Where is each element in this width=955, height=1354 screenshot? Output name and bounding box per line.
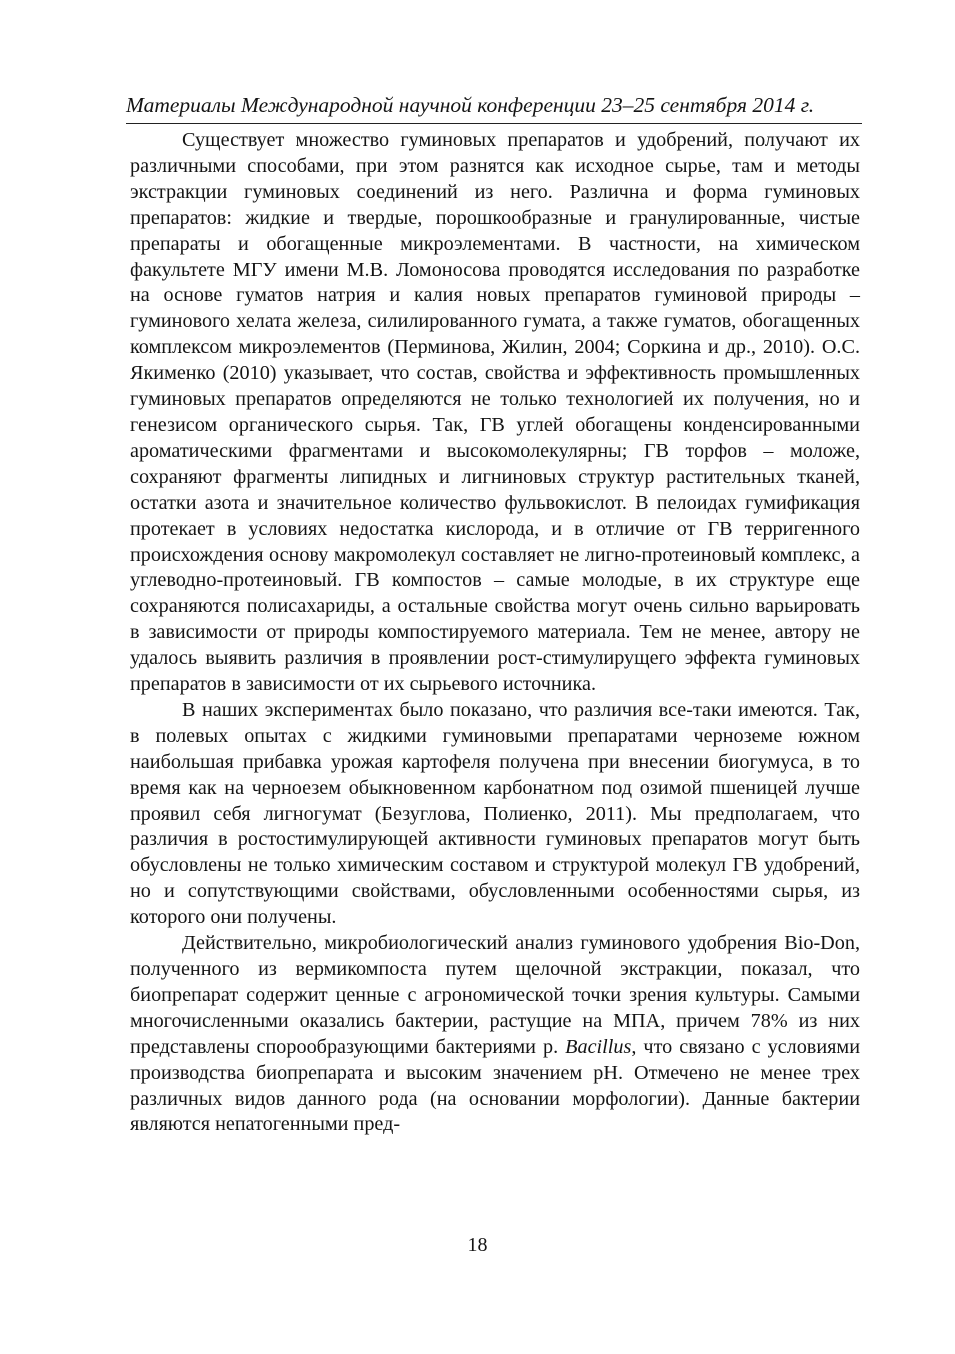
genus-name: Bacillus [565,1035,632,1058]
running-header: Материалы Международной научной конференции 23–25 сентября 2014 г. [126,93,815,117]
body-text [130,128,860,1138]
paragraph-3 [130,931,860,1138]
paragraph-1: Существует множество гуминовых препаратов и удобрений, получают их различными способами, при этом разнятся как исходное сырье, там и методы экстракции гуминовых соединений из него. Различна и форма гуминовых препаратов: жидкие и твердые, порошкообразные и гранулированные, чистые препараты и обогащенные микроэлементами. В частности, на химическом факультете МГУ имени М.В. Ломоносова проводятся исследования по разработке на основе гуматов натрия и калия новых препаратов гуминовой природы – гуминового хелата железа, силилированного гумата, а также гуматов, обогащенных комплексом микроэлементов (Перминова, Жилин, 2004; Соркина и др., 2010). О.С. Якименко (2010) указывает, что состав, свойства и эффективность промышленных гуминовых препаратов определяются не только технологией их получения, но и генезисом органического сырья. Так, ГВ углей обогащены конденсированными ароматическими фрагментами и высокомолекулярны; ГВ торфов – моложе, сохраняют фрагменты липидных и лигниновых структур растительных тканей, остатки азота и значительное количество фульвокислот. В пелоидах гумификация протекает в условиях недостатка кислорода, и в отличие от ГВ терригенного происхождения основу макромолекул составляет не лигно-протеиновый комплекс, а углеводно-протеиновый. ГВ компостов – самые молодые, в их структуре еще сохраняются полисахариды, а остальные свойства могут очень сильно варьировать в зависимости от природы компостируемого материала. Тем не менее, автору не удалось выявить различия в проявлении рост-стимулирущего эффекта гуминовых препаратов в зависимости от их сырьевого источника. [130,129,860,696]
page-number: 18 [467,1234,488,1256]
paragraph-3-part-2: , что связано с условиями производства биопрепарата и высоким значением pH. Отмечено не менее трех различных видов данного рода (на основании морфологии). Данные бактерии являются непатогенными пред- [130,1035,860,1136]
paragraph-3-part-1: Действительно, микробиологический анализ гуминового удобрения Bio-Don, полученного из вермикомпоста путем щелочной экстракции, показал, что биопрепарат содержит ценные с агрономической точки зрения культуры. Самыми многочисленными оказались бактерии, растущие на МПА, причем 78% из них представлены спорообразующими бактериями р. [130,932,860,1058]
paragraph-2: В наших экспериментах было показано, что различия все-таки имеются. Так, в полевых опытах с жидкими гуминовыми препаратами черноземе южном наибольшая прибавка урожая картофеля получена при внесении биогумуса, в то время как на черноезем обыкновенном карбонатном под озимой пшеницей лучше проявил себя лигногумат (Безуглова, Полиенко, 2011). Мы предполагаем, что различия в ростостимулирующей активности гуминовых препаратов могут быть обусловлены не только химическим составом и структурой молекул ГВ удобрений, но и сопутствующими свойствами, обусловленными особенностями сырья, из которого они получены. [130,698,860,929]
header-rule [126,123,862,124]
